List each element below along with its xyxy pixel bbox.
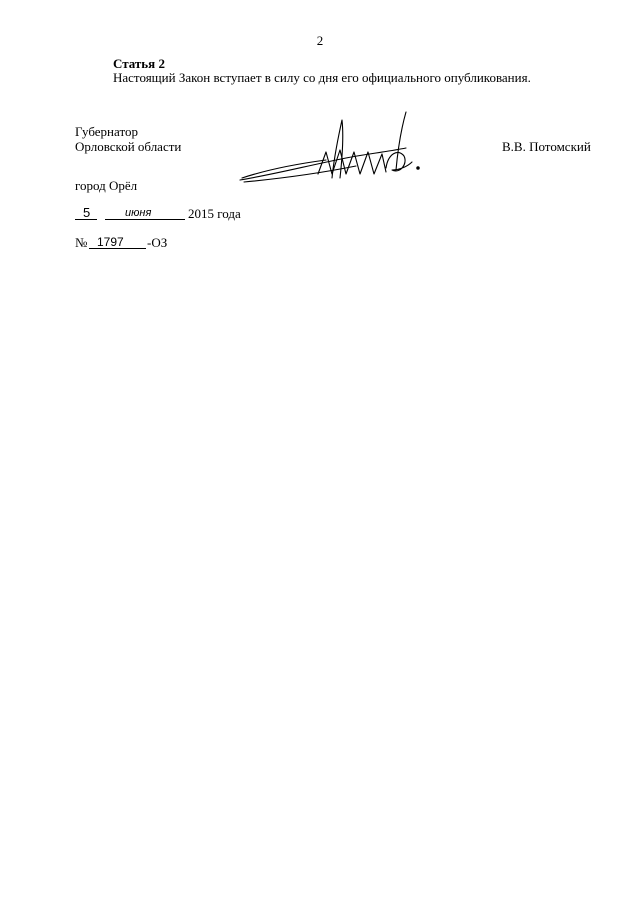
- signer-title-line-2: Орловской области: [75, 139, 182, 154]
- article-heading: Статья 2: [113, 56, 165, 71]
- signer-name: В.В. Потомский: [502, 139, 591, 154]
- city: город Орёл: [75, 178, 138, 193]
- law-number-suffix: -ОЗ: [147, 235, 168, 250]
- article-text: Настоящий Закон вступает в силу со дня его официального опубликования.: [113, 70, 531, 85]
- date-line: [75, 206, 275, 224]
- page-number: 2: [316, 33, 324, 48]
- law-number-line: [75, 235, 275, 253]
- year-text: 2015 года: [188, 206, 241, 221]
- handwritten-day: 5: [83, 205, 91, 220]
- handwritten-signature: [236, 108, 426, 186]
- handwritten-month: июня: [125, 207, 152, 219]
- number-sign: №: [75, 235, 88, 250]
- signer-title-line-1: Губернатор: [75, 124, 138, 139]
- handwritten-law-number: 1797: [97, 235, 124, 249]
